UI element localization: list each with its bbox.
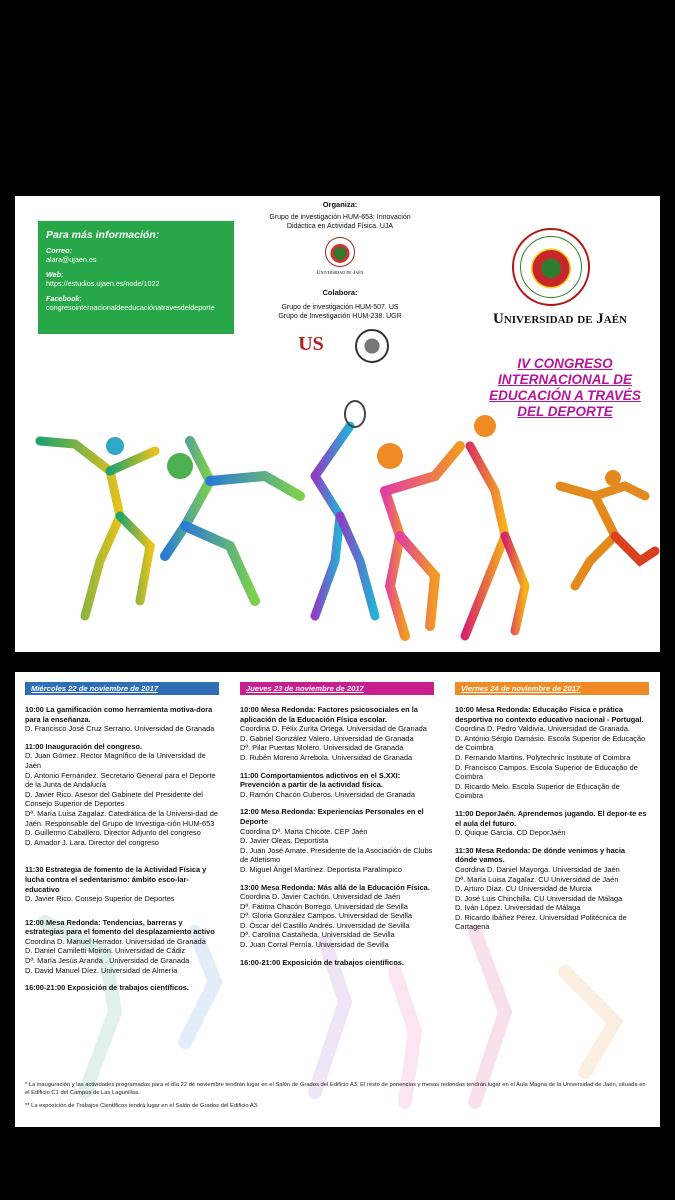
congress-title: IV CONGRESO INTERNACIONAL DE EDUCACIÓN A TRAVÉS DEL DEPORTE [489, 356, 641, 419]
event-speaker: D. Ramón Chacón Cuberos. Universidad de Granada [240, 789, 416, 799]
event-speaker: Dª. Carolina Castañeda. Universidad de Sevilla [240, 930, 395, 940]
event-title: 12:00 Mesa Redonda: Tendencias, barreras y estrategias para el fomento del desplazamiento activo [25, 917, 215, 937]
event-speaker: D. Amador J. Lara. Director del congreso [25, 837, 159, 847]
event-speaker: Dª. Gloria González Campos. Universidad de Sevilla [240, 911, 412, 921]
event-speaker: D. Juan José Amate. Presidente de la Asociación de Clubs de Atletismo [240, 845, 433, 865]
event-title: 16:00-21:00 Exposición de trabajos científicos. [240, 957, 404, 967]
event-title: 11:30 Estrategia de fomento de la Actividad Física y lucha contra el sedentarismo: ámbito esco-lar-educativo [25, 865, 207, 894]
event-title: 11:00 DeporJaén. Aprendemos jugando. El depor-te es el aula del futuro. [455, 808, 647, 828]
program-column-thursday [240, 682, 434, 975]
event-title: 16:00-21:00 Exposición de trabajos científicos. [25, 983, 189, 993]
day-header-wednesday: Miércoles 22 de noviembre de 2017 [25, 682, 219, 695]
organiza-line2: Didáctica en Actividad Física. UJA [286, 223, 394, 230]
event-speaker: D. Javier Rico. Consejo Superior de Deportes [25, 894, 175, 904]
event-speaker: Dª. María Luisa Zagalaz. CU Universidad de Jaén [455, 874, 619, 884]
footnote-venue: * La inauguración y las actividades programadas para el día 22 de noviembre tendrán lugar en el Salón de Grados del Edificio A3. El resto de ponencias y mesas redondas tendrán lugar en el Aula Magna de la Universidad de Jaén, situada en el Edificio C1 del Campus de Las Lagunillas. [25, 1082, 646, 1096]
event-speaker: Dª. Pilar Puertas Molero. Universidad de Granada [240, 743, 404, 753]
organiza-heading: Organiza: [322, 200, 358, 209]
email-link[interactable]: alara@ujaen.es [46, 255, 97, 264]
event-speaker: D. Daniel Camiletti Moirón. Universidad de Cádiz [25, 946, 186, 956]
university-name: Universidad de Jaén [492, 311, 628, 327]
event-title: 11:00 Comportamientos adictivos en el S.XXI: Prevención a partir de la actividad física. [240, 770, 401, 790]
program-column-wednesday [25, 682, 219, 1001]
soccer-figure [165, 441, 300, 601]
uja-small-logo-text: Universidad de Jaén [316, 270, 364, 276]
colabora-heading: Colabora: [322, 288, 358, 297]
event-speaker: D. Guillermo Caballero. Director Adjunto del congreso [25, 828, 201, 838]
colabora-line2: Grupo de Investigación HUM-238. UGR [278, 313, 402, 320]
event-speaker: D. Quique García. CD DeporJaén [455, 828, 566, 838]
event-speaker: D. Ricardo Ibáñez Pérez. Universidad Politécnica de Cartagena [455, 912, 627, 932]
event-speaker: D. Javier Oleas. Deportista [240, 836, 329, 846]
event-speaker: D. Javier Rico. Asesor del Gabinete del Presidente del Consejo Superior de Deportes [25, 789, 203, 809]
event-speaker: D. Arturo Díaz. CU Universidad de Murcia [455, 884, 592, 894]
event-speaker: D. Fernando Martins. Polytechnic Institute of Coimbra [455, 752, 631, 762]
event-speaker: Coordina D. Daniel Mayorga. Universidad de Jaén [455, 864, 620, 874]
volleyball-figure [465, 415, 525, 636]
sprinter-figure [560, 470, 655, 586]
event-speaker: D. Óscar del Castillo Andrés. Universidad de Sevilla [240, 920, 410, 930]
basketball-figure [377, 443, 460, 636]
event-speaker: Coordina D. Félix Zurita Ortega. Universidad de Granada [240, 724, 427, 734]
event-title: 10:00 Mesa Redonda: Educação Física e prática desportiva no contexto educativo nacional - Portugal. [455, 705, 644, 724]
event-title: 13:00 Mesa Redonda: Más allá de la Educación Física. [240, 882, 430, 892]
event-speaker: D. Ricardo Melo. Escola Superior de Educação de Coimbra [455, 781, 620, 801]
tennis-figure [315, 401, 375, 616]
organizers [247, 198, 433, 363]
event-speaker: D. Gabriel González Valero. Universidad de Granada [240, 733, 414, 743]
event-title: 10:00 La gamificación como herramienta motiva-dora para la enseñanza. [25, 705, 213, 724]
brochure-program [15, 672, 660, 1127]
event-speaker: D. Antonio Fernández. Secretario General para el Deporte de la Junta de Andalucía [25, 770, 216, 790]
event-speaker: D. Francisco Campos. Escola Superior de Educação de Coimbra [455, 762, 638, 782]
event-speaker: D. António Sérgio Damásio. Escola Superior de Educação de Coimbra [455, 733, 646, 753]
facebook-label: Facebook: [46, 294, 82, 303]
day-header-friday: Viernes 24 de noviembre de 2017 [455, 682, 649, 695]
email-label: Correo: [46, 246, 72, 255]
event-speaker: D. Miguel Ángel Martínez. Deportista Paralímpico [240, 864, 402, 874]
info-box [38, 221, 234, 334]
facebook-link[interactable]: congresointernacionaldeeducaciónatravesdeldeporte [46, 303, 215, 312]
brochure-front [15, 196, 660, 652]
web-link[interactable]: https://estudios.ujaen.es/node/1022 [46, 279, 160, 288]
program-column-friday [455, 682, 649, 940]
event-speaker: Coordina D. Javier Cachón. Universidad de Jaén [240, 892, 401, 902]
event-speaker: D. Francisco José Cruz Serrano. Universidad de Granada [25, 724, 215, 734]
colabora-line1: Grupo de investigación HUM-507. US [281, 304, 399, 311]
ugr-logo-icon [355, 329, 389, 363]
event-speaker: Dª. María Luisa Zagalaz. Catedrática de la Universi-dad de Jaén. Responsable del Grupo de Investiga-ción HUM-653 [25, 808, 218, 828]
footnotes [25, 1082, 650, 1117]
us-logo-icon: US [298, 333, 324, 355]
event-title: 12:00 Mesa Redonda: Experiencias Personales en el Deporte [240, 807, 424, 826]
web-label: Web: [46, 270, 64, 279]
event-speaker: D. Juan Corral Pernía. Universidad de Sevilla [240, 940, 389, 950]
organiza-line1: Grupo de investigación HUM-653: Innovación [269, 214, 411, 221]
event-speaker: D. Iván López. Universidad de Málaga [455, 903, 581, 913]
event-speaker: D. Rubén Moreno Arrebola. Universidad de Granada [240, 752, 413, 762]
event-speaker: Dª. María Jesús Aranda . Universidad de Granada [25, 956, 190, 966]
event-title: 11:30 Mesa Redonda: De dónde venimos y hacia dónde vamos. [455, 845, 626, 865]
athletes-illustration [15, 386, 660, 652]
event-speaker: Coordina D. Manuel Herrador. Universidad de Granada [25, 936, 206, 946]
event-speaker: Coordina D. Pedro Valdivia. Universidad de Granada. [455, 724, 630, 734]
event-title: 11:00 Inauguración del congreso. [25, 741, 143, 751]
event-title: 10:00 Mesa Redonda: Factores psicosociales en la aplicación de la Educación Física escolar. [240, 705, 418, 724]
event-speaker: D. David Manuel Díez. Universidad de Almería [25, 965, 178, 975]
footnote-exhibition: ** La exposición de Trabajos Científicos tendrá lugar en el Salón de Grados del Edificio A3. [25, 1103, 259, 1110]
day-header-thursday: Jueves 23 de noviembre de 2017 [240, 682, 434, 695]
event-speaker: Dª. Fátima Chacón Borrego. Universidad de Sevilla [240, 901, 408, 911]
university-seal-icon [512, 228, 590, 306]
uja-seal-icon [325, 237, 355, 267]
info-title: Para más información: [46, 229, 160, 241]
event-speaker: D. Juan Gómez. Rector Magnífico de la Universidad de Jaén [25, 751, 206, 770]
event-speaker: D. José Luis Chinchilla. CU Universidad de Málaga [455, 893, 623, 903]
runner-figure [40, 437, 155, 616]
event-speaker: Coordina Dª. Marta Chicote. CEP Jaén [240, 826, 368, 836]
